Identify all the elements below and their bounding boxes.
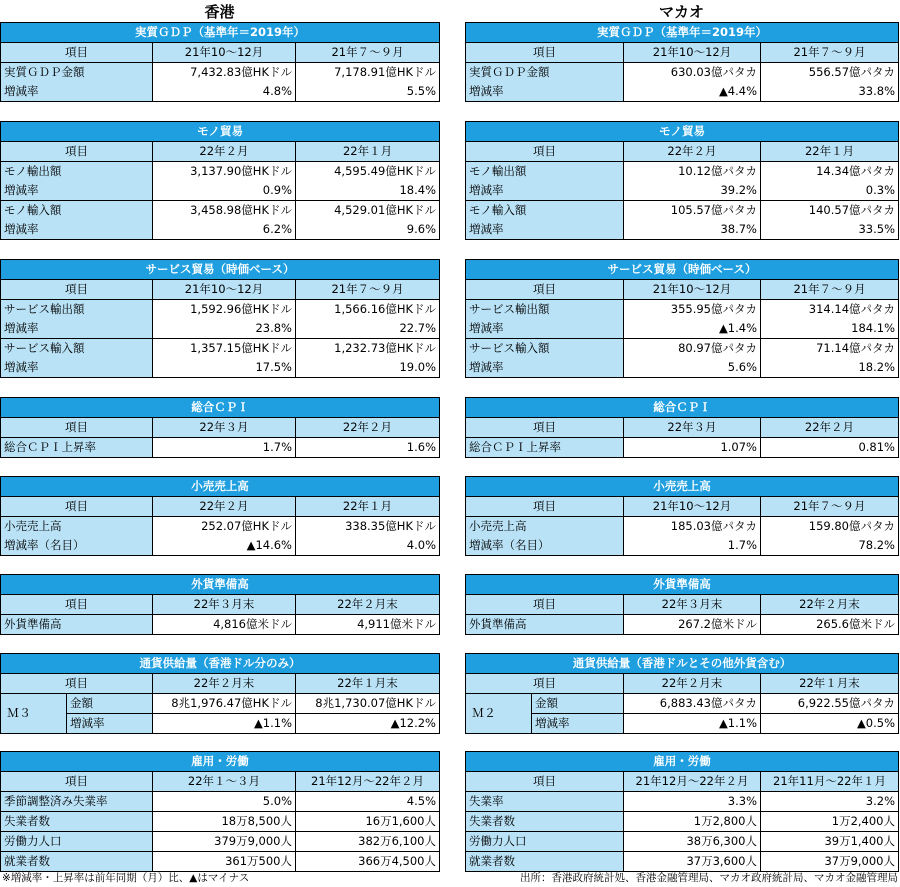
row-value: 4.0% bbox=[296, 536, 440, 556]
row-value: 1.6% bbox=[296, 438, 440, 458]
header-period: 21年10～12月 bbox=[624, 43, 761, 63]
table-row bbox=[1, 201, 440, 221]
header-row bbox=[466, 772, 899, 792]
header-period: 22年１～３月 bbox=[153, 772, 296, 792]
section-title-row bbox=[466, 122, 899, 142]
section-title: 総合ＣＰＩ bbox=[466, 398, 899, 418]
row-value: 1.7% bbox=[153, 438, 296, 458]
row-value: ▲12.2% bbox=[296, 714, 440, 734]
header-row bbox=[466, 595, 899, 615]
table-row bbox=[1, 832, 440, 852]
section-title: 外貨準備高 bbox=[466, 575, 899, 595]
section-title: 通貨供給量（香港ドルとその他外貨含む） bbox=[466, 654, 899, 674]
section-title-row bbox=[466, 654, 899, 674]
section-title: 総合ＣＰＩ bbox=[1, 398, 440, 418]
header-row bbox=[1, 595, 440, 615]
row-value: 39.2% bbox=[624, 181, 761, 201]
table-row bbox=[466, 201, 899, 221]
left-table-5 bbox=[0, 476, 440, 556]
table-row bbox=[1, 812, 440, 832]
row-value: 33.8% bbox=[761, 82, 899, 102]
section-title-row bbox=[466, 23, 899, 43]
row-value: 0.9% bbox=[153, 181, 296, 201]
row-label: 実質ＧＤＰ金額 bbox=[466, 63, 624, 83]
row-value: 3.2% bbox=[761, 792, 899, 812]
table-row bbox=[1, 220, 440, 240]
table-row bbox=[466, 852, 899, 872]
section-title-row bbox=[466, 575, 899, 595]
row-value: 1.7% bbox=[624, 536, 761, 556]
table-row bbox=[1, 63, 440, 83]
row-value: 267.2億米ドル bbox=[624, 615, 761, 635]
header-row bbox=[1, 674, 440, 694]
header-period: 21年７～９月 bbox=[296, 43, 440, 63]
left-table-2 bbox=[0, 121, 440, 240]
row-value: 4,816億米ドル bbox=[153, 615, 296, 635]
row-value: 185.03億パタカ bbox=[624, 517, 761, 537]
header-period: 21年11月～22年１月 bbox=[761, 772, 899, 792]
left-table-4 bbox=[0, 397, 440, 458]
table-row bbox=[466, 319, 899, 339]
row-label: 総合ＣＰＩ上昇率 bbox=[466, 438, 624, 458]
row-label: 失業率 bbox=[466, 792, 624, 812]
row-value: 4.5% bbox=[296, 792, 440, 812]
row-value: 338.35億HKドル bbox=[296, 517, 440, 537]
table-row bbox=[1, 162, 440, 182]
row-value: 8兆1,976.47億HKドル bbox=[153, 694, 296, 714]
table-row bbox=[1, 358, 440, 378]
section-title-row bbox=[1, 477, 440, 497]
row-label: サービス輸入額 bbox=[466, 339, 624, 359]
header-period: 22年２月末 bbox=[624, 674, 761, 694]
header-item: 項目 bbox=[466, 595, 624, 615]
header-row bbox=[466, 418, 899, 438]
row-label: 小売売上高 bbox=[466, 517, 624, 537]
section-title: 実質ＧＤＰ（基準年＝2019年） bbox=[1, 23, 440, 43]
section-title: 外貨準備高 bbox=[1, 575, 440, 595]
row-value: 1,592.96億HKドル bbox=[153, 300, 296, 320]
table-row bbox=[466, 63, 899, 83]
left-table-1 bbox=[0, 22, 440, 102]
row-value: 7,178.91億HKドル bbox=[296, 63, 440, 83]
table-row bbox=[466, 339, 899, 359]
row-value: 18.2% bbox=[761, 358, 899, 378]
section-title-row bbox=[1, 23, 440, 43]
row-label: モノ輸入額 bbox=[1, 201, 153, 221]
header-period: 21年７～９月 bbox=[761, 280, 899, 300]
header-item: 項目 bbox=[466, 674, 624, 694]
table-row bbox=[1, 339, 440, 359]
row-value: 4,529.01億HKドル bbox=[296, 201, 440, 221]
row-value: 5.6% bbox=[624, 358, 761, 378]
row-label: 増減率 bbox=[466, 358, 624, 378]
header-item: 項目 bbox=[1, 280, 153, 300]
table-row bbox=[466, 181, 899, 201]
left-table-3 bbox=[0, 259, 440, 378]
table-row bbox=[466, 536, 899, 556]
header-item: 項目 bbox=[466, 772, 624, 792]
row-value: ▲14.6% bbox=[153, 536, 296, 556]
row-value: 556.57億パタカ bbox=[761, 63, 899, 83]
right-table-8 bbox=[465, 751, 899, 872]
row-value: 16万1,600人 bbox=[296, 812, 440, 832]
header-period: 22年１月末 bbox=[761, 674, 899, 694]
row-label: 金額 bbox=[67, 694, 153, 714]
header-row bbox=[1, 418, 440, 438]
header-period: 22年３月末 bbox=[153, 595, 296, 615]
row-label: サービス輸出額 bbox=[1, 300, 153, 320]
money-supply-label: Ｍ３ bbox=[1, 694, 67, 734]
row-label: モノ輸入額 bbox=[466, 201, 624, 221]
row-value: 3,137.90億HKドル bbox=[153, 162, 296, 182]
header-period: 22年３月 bbox=[624, 418, 761, 438]
row-value: 105.57億パタカ bbox=[624, 201, 761, 221]
footnote: ※増減率・上昇率は前年同期（月）比、▲はマイナス bbox=[2, 872, 250, 884]
row-label: 労働力人口 bbox=[1, 832, 153, 852]
row-value: 1,232.73億HKドル bbox=[296, 339, 440, 359]
section-title: 小売売上高 bbox=[466, 477, 899, 497]
header-period: 22年３月末 bbox=[624, 595, 761, 615]
table-row bbox=[466, 792, 899, 812]
table-row bbox=[466, 162, 899, 182]
row-label: 増減率 bbox=[1, 181, 153, 201]
table-row bbox=[1, 181, 440, 201]
header-period: 22年２月 bbox=[153, 142, 296, 162]
table-row bbox=[1, 694, 440, 714]
row-value: 19.0% bbox=[296, 358, 440, 378]
section-title-row bbox=[466, 752, 899, 772]
row-value: 3.3% bbox=[624, 792, 761, 812]
right-table-6 bbox=[465, 574, 899, 635]
section-title-row bbox=[1, 752, 440, 772]
header-item: 項目 bbox=[466, 280, 624, 300]
table-row bbox=[466, 812, 899, 832]
row-value: ▲1.4% bbox=[624, 319, 761, 339]
row-value: 4.8% bbox=[153, 82, 296, 102]
row-label: 総合ＣＰＩ上昇率 bbox=[1, 438, 153, 458]
section-title-row bbox=[1, 398, 440, 418]
section-title: サービス貿易（時価ベース） bbox=[1, 260, 440, 280]
section-title-row bbox=[466, 398, 899, 418]
row-value: 382万6,100人 bbox=[296, 832, 440, 852]
row-label: 労働力人口 bbox=[466, 832, 624, 852]
row-value: 38.7% bbox=[624, 220, 761, 240]
right-table-5 bbox=[465, 476, 899, 556]
row-value: 78.2% bbox=[761, 536, 899, 556]
row-value: 4,595.49億HKドル bbox=[296, 162, 440, 182]
row-value: 6,883.43億パタカ bbox=[624, 694, 761, 714]
row-value: 265.6億米ドル bbox=[761, 615, 899, 635]
table-row bbox=[466, 300, 899, 320]
row-label: サービス輸出額 bbox=[466, 300, 624, 320]
header-item: 項目 bbox=[466, 418, 624, 438]
header-period: 21年10～12月 bbox=[624, 497, 761, 517]
row-value: 361万500人 bbox=[153, 852, 296, 872]
left-table-7 bbox=[0, 653, 440, 734]
row-label: 就業者数 bbox=[1, 852, 153, 872]
section-title-row bbox=[1, 575, 440, 595]
header-period: 22年２月 bbox=[761, 418, 899, 438]
row-value: 23.8% bbox=[153, 319, 296, 339]
row-value: 18万8,500人 bbox=[153, 812, 296, 832]
row-value: 37万9,000人 bbox=[761, 852, 899, 872]
row-value: 80.97億パタカ bbox=[624, 339, 761, 359]
row-value: ▲4.4% bbox=[624, 82, 761, 102]
header-period: 22年１月末 bbox=[296, 674, 440, 694]
table-row bbox=[466, 832, 899, 852]
row-value: 252.07億HKドル bbox=[153, 517, 296, 537]
row-value: 5.5% bbox=[296, 82, 440, 102]
row-value: 1,357.15億HKドル bbox=[153, 339, 296, 359]
row-value: 379万9,000人 bbox=[153, 832, 296, 852]
section-title: 雇用・労働 bbox=[466, 752, 899, 772]
row-value: 22.7% bbox=[296, 319, 440, 339]
row-value: 39万1,400人 bbox=[761, 832, 899, 852]
row-label: 季節調整済み失業率 bbox=[1, 792, 153, 812]
section-title: モノ貿易 bbox=[466, 122, 899, 142]
row-label: モノ輸出額 bbox=[1, 162, 153, 182]
header-item: 項目 bbox=[1, 497, 153, 517]
row-value: 0.3% bbox=[761, 181, 899, 201]
row-value: 630.03億パタカ bbox=[624, 63, 761, 83]
table-row bbox=[1, 852, 440, 872]
row-label: 増減率 bbox=[466, 181, 624, 201]
row-label: サービス輸入額 bbox=[1, 339, 153, 359]
row-value: 37万3,600人 bbox=[624, 852, 761, 872]
table-row bbox=[466, 438, 899, 458]
header-item: 項目 bbox=[1, 142, 153, 162]
header-period: 22年１月 bbox=[296, 497, 440, 517]
header-period: 22年２月 bbox=[624, 142, 761, 162]
row-label: 実質ＧＤＰ金額 bbox=[1, 63, 153, 83]
row-value: 6,922.55億パタカ bbox=[761, 694, 899, 714]
row-label: 外貨準備高 bbox=[1, 615, 153, 635]
row-value: 17.5% bbox=[153, 358, 296, 378]
table-row bbox=[1, 319, 440, 339]
row-value: 1万2,800人 bbox=[624, 812, 761, 832]
row-value: 18.4% bbox=[296, 181, 440, 201]
section-title: 実質ＧＤＰ（基準年＝2019年） bbox=[466, 23, 899, 43]
row-value: 9.6% bbox=[296, 220, 440, 240]
table-row bbox=[466, 517, 899, 537]
right-table-2 bbox=[465, 121, 899, 240]
row-label: 増減率 bbox=[466, 82, 624, 102]
row-label: 増減率（名目） bbox=[466, 536, 624, 556]
header-row bbox=[1, 280, 440, 300]
section-title: 小売売上高 bbox=[1, 477, 440, 497]
row-label: 増減率（名目） bbox=[1, 536, 153, 556]
row-label: 小売売上高 bbox=[1, 517, 153, 537]
table-row bbox=[1, 615, 440, 635]
row-value: ▲1.1% bbox=[624, 714, 761, 734]
header-period: 21年７～９月 bbox=[761, 43, 899, 63]
row-value: ▲0.5% bbox=[761, 714, 899, 734]
header-period: 22年２月末 bbox=[153, 674, 296, 694]
table-row bbox=[466, 694, 899, 714]
header-row bbox=[466, 674, 899, 694]
header-item: 項目 bbox=[1, 674, 153, 694]
table-row bbox=[466, 615, 899, 635]
row-value: ▲1.1% bbox=[153, 714, 296, 734]
section-title: 通貨供給量（香港ドル分のみ） bbox=[1, 654, 440, 674]
header-period: 22年２月末 bbox=[761, 595, 899, 615]
header-period: 21年７～９月 bbox=[761, 497, 899, 517]
row-value: 140.57億パタカ bbox=[761, 201, 899, 221]
table-row bbox=[1, 82, 440, 102]
header-item: 項目 bbox=[466, 497, 624, 517]
row-value: 355.95億パタカ bbox=[624, 300, 761, 320]
row-value: 33.5% bbox=[761, 220, 899, 240]
header-row bbox=[1, 497, 440, 517]
row-label: 増減率 bbox=[1, 220, 153, 240]
row-value: 0.81% bbox=[761, 438, 899, 458]
table-row bbox=[1, 300, 440, 320]
row-label: 増減率 bbox=[532, 714, 624, 734]
hong-kong-title: 香港 bbox=[204, 3, 235, 21]
row-value: 1.07% bbox=[624, 438, 761, 458]
section-title: サービス貿易（時価ベース） bbox=[466, 260, 899, 280]
row-value: 7,432.83億HKドル bbox=[153, 63, 296, 83]
row-value: 184.1% bbox=[761, 319, 899, 339]
header-period: 21年10～12月 bbox=[153, 43, 296, 63]
header-period: 22年３月 bbox=[153, 418, 296, 438]
left-table-8 bbox=[0, 751, 440, 872]
row-value: 38万6,300人 bbox=[624, 832, 761, 852]
header-period: 22年２月末 bbox=[296, 595, 440, 615]
header-row bbox=[466, 497, 899, 517]
right-table-4 bbox=[465, 397, 899, 458]
right-table-7 bbox=[465, 653, 899, 734]
header-item: 項目 bbox=[1, 43, 153, 63]
table-row bbox=[1, 714, 440, 734]
row-label: 増減率 bbox=[466, 220, 624, 240]
header-period: 21年７～９月 bbox=[296, 280, 440, 300]
section-title-row bbox=[1, 654, 440, 674]
row-label: 増減率 bbox=[1, 82, 153, 102]
row-value: 71.14億パタカ bbox=[761, 339, 899, 359]
header-period: 22年２月 bbox=[296, 418, 440, 438]
row-value: 1万2,400人 bbox=[761, 812, 899, 832]
row-value: 10.12億パタカ bbox=[624, 162, 761, 182]
row-value: 366万4,500人 bbox=[296, 852, 440, 872]
header-item: 項目 bbox=[466, 43, 624, 63]
right-table-1 bbox=[465, 22, 899, 102]
source-note: 出所：香港政府統計処、香港金融管理局、マカオ政府統計局、マカオ金融管理局 bbox=[520, 872, 898, 884]
table-row bbox=[466, 220, 899, 240]
row-value: 3,458.98億HKドル bbox=[153, 201, 296, 221]
header-period: 21年10～12月 bbox=[624, 280, 761, 300]
table-row bbox=[1, 536, 440, 556]
header-period: 21年12月～22年２月 bbox=[296, 772, 440, 792]
macau-title: マカオ bbox=[658, 3, 704, 21]
header-row bbox=[466, 142, 899, 162]
header-period: 22年２月 bbox=[153, 497, 296, 517]
header-period: 21年10～12月 bbox=[153, 280, 296, 300]
left-table-6 bbox=[0, 574, 440, 635]
table-row bbox=[1, 517, 440, 537]
row-value: 159.80億パタカ bbox=[761, 517, 899, 537]
section-title: 雇用・労働 bbox=[1, 752, 440, 772]
header-period: 22年１月 bbox=[761, 142, 899, 162]
header-period: 21年12月～22年２月 bbox=[624, 772, 761, 792]
table-row bbox=[466, 82, 899, 102]
row-value: 8兆1,730.07億HKドル bbox=[296, 694, 440, 714]
row-value: 1,566.16億HKドル bbox=[296, 300, 440, 320]
row-label: モノ輸出額 bbox=[466, 162, 624, 182]
row-value: 5.0% bbox=[153, 792, 296, 812]
row-label: 金額 bbox=[532, 694, 624, 714]
section-title-row bbox=[466, 260, 899, 280]
section-title-row bbox=[466, 477, 899, 497]
row-label: 増減率 bbox=[1, 319, 153, 339]
table-row bbox=[1, 792, 440, 812]
row-label: 増減率 bbox=[67, 714, 153, 734]
section-title-row bbox=[1, 260, 440, 280]
row-label: 就業者数 bbox=[466, 852, 624, 872]
header-period: 22年１月 bbox=[296, 142, 440, 162]
header-item: 項目 bbox=[1, 772, 153, 792]
header-row bbox=[466, 43, 899, 63]
header-item: 項目 bbox=[1, 418, 153, 438]
table-row bbox=[466, 358, 899, 378]
money-supply-label: Ｍ２ bbox=[466, 694, 532, 734]
row-label: 失業者数 bbox=[466, 812, 624, 832]
section-title: モノ貿易 bbox=[1, 122, 440, 142]
header-row bbox=[466, 280, 899, 300]
right-table-3 bbox=[465, 259, 899, 378]
row-label: 失業者数 bbox=[1, 812, 153, 832]
header-item: 項目 bbox=[466, 142, 624, 162]
header-row bbox=[1, 43, 440, 63]
row-value: 4,911億米ドル bbox=[296, 615, 440, 635]
section-title-row bbox=[1, 122, 440, 142]
row-value: 14.34億パタカ bbox=[761, 162, 899, 182]
header-row bbox=[1, 772, 440, 792]
header-item: 項目 bbox=[1, 595, 153, 615]
row-label: 外貨準備高 bbox=[466, 615, 624, 635]
row-value: 314.14億パタカ bbox=[761, 300, 899, 320]
table-row bbox=[1, 438, 440, 458]
row-label: 増減率 bbox=[466, 319, 624, 339]
row-label: 増減率 bbox=[1, 358, 153, 378]
header-row bbox=[1, 142, 440, 162]
row-value: 6.2% bbox=[153, 220, 296, 240]
